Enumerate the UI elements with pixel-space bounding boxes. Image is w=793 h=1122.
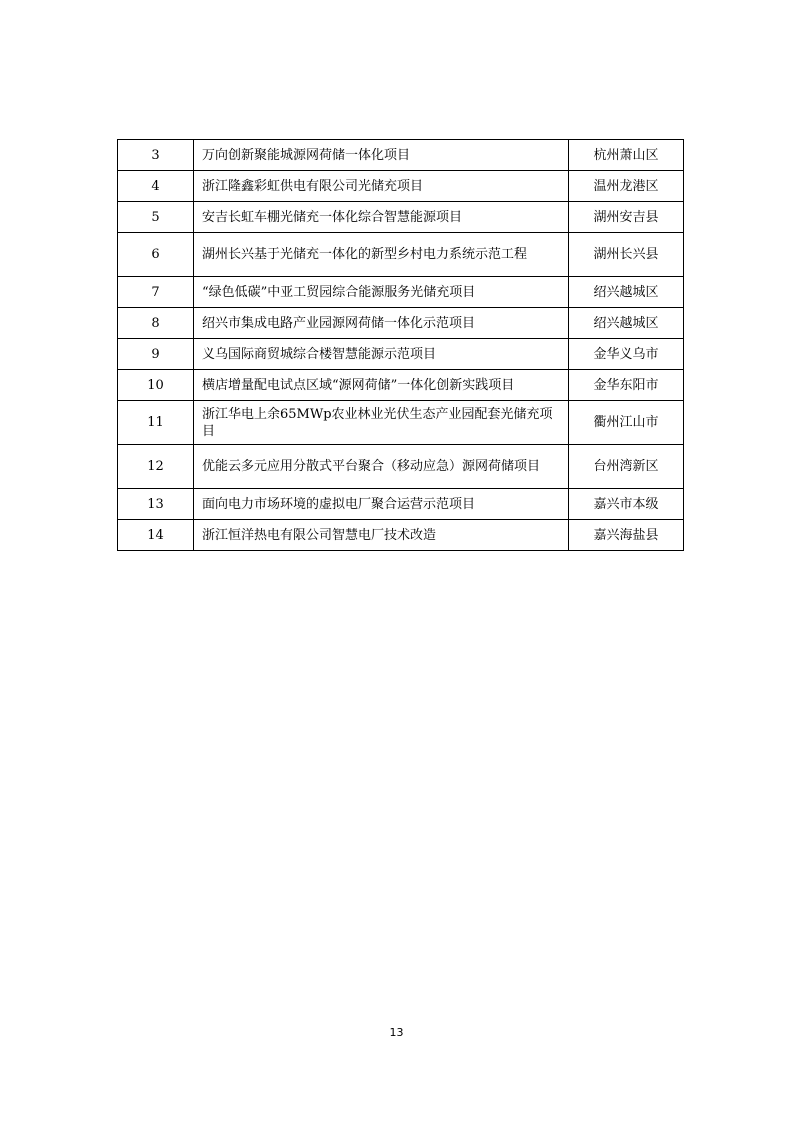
row-number: 13 [118, 489, 194, 520]
row-number: 8 [118, 308, 194, 339]
table-row [118, 401, 684, 445]
row-number: 7 [118, 277, 194, 308]
row-number: 3 [118, 140, 194, 171]
row-number: 10 [118, 370, 194, 401]
table-row [118, 445, 684, 489]
table-row [118, 277, 684, 308]
project-name: 浙江华电上余65MWp农业林业光伏生态产业园配套光储充项目 [194, 401, 569, 445]
table-row [118, 140, 684, 171]
project-name: 湖州长兴基于光储充一体化的新型乡村电力系统示范工程 [194, 233, 569, 277]
project-name: 义乌国际商贸城综合楼智慧能源示范项目 [194, 339, 569, 370]
table-row [118, 233, 684, 277]
project-name: 面向电力市场环境的虚拟电厂聚合运营示范项目 [194, 489, 569, 520]
project-name: 横店增量配电试点区域“源网荷储”一体化创新实践项目 [194, 370, 569, 401]
row-number: 12 [118, 445, 194, 489]
project-region: 嘉兴市本级 [569, 489, 684, 520]
table-row [118, 370, 684, 401]
project-region: 湖州安吉县 [569, 202, 684, 233]
row-number: 9 [118, 339, 194, 370]
row-number: 11 [118, 401, 194, 445]
row-number: 6 [118, 233, 194, 277]
project-region: 嘉兴海盐县 [569, 520, 684, 551]
project-region: 绍兴越城区 [569, 277, 684, 308]
page-number: 13 [389, 1026, 404, 1039]
table-row [118, 308, 684, 339]
project-name: 绍兴市集成电路产业园源网荷储一体化示范项目 [194, 308, 569, 339]
table-row [118, 489, 684, 520]
row-number: 5 [118, 202, 194, 233]
project-name: 万向创新聚能城源网荷储一体化项目 [194, 140, 569, 171]
project-region: 衢州江山市 [569, 401, 684, 445]
project-name: “绿色低碳”中亚工贸园综合能源服务光储充项目 [194, 277, 569, 308]
table-row [118, 171, 684, 202]
project-region: 杭州萧山区 [569, 140, 684, 171]
table-row [118, 520, 684, 551]
project-name: 浙江恒洋热电有限公司智慧电厂技术改造 [194, 520, 569, 551]
project-region: 温州龙港区 [569, 171, 684, 202]
project-name: 优能云多元应用分散式平台聚合（移动应急）源网荷储项目 [194, 445, 569, 489]
project-region: 金华东阳市 [569, 370, 684, 401]
table-row [118, 339, 684, 370]
project-table [117, 139, 684, 551]
project-region: 金华义乌市 [569, 339, 684, 370]
project-region: 湖州长兴县 [569, 233, 684, 277]
project-name: 浙江隆鑫彩虹供电有限公司光储充项目 [194, 171, 569, 202]
project-region: 台州湾新区 [569, 445, 684, 489]
project-name: 安吉长虹车棚光储充一体化综合智慧能源项目 [194, 202, 569, 233]
project-region: 绍兴越城区 [569, 308, 684, 339]
table-row [118, 202, 684, 233]
row-number: 4 [118, 171, 194, 202]
row-number: 14 [118, 520, 194, 551]
